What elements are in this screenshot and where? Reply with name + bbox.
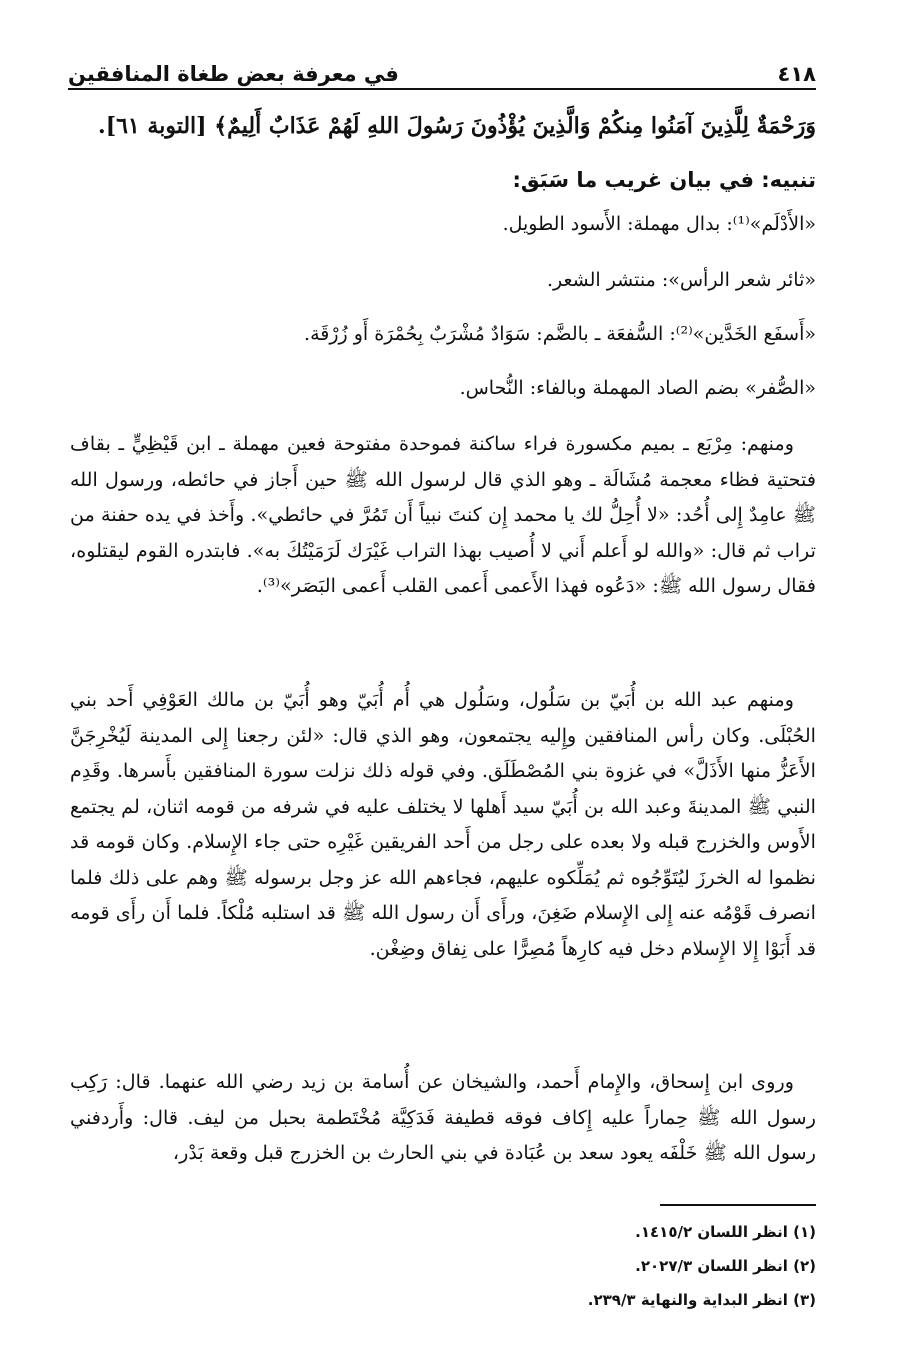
- page-number: ٤١٨: [777, 62, 816, 86]
- header-rule: [68, 88, 816, 90]
- body-paragraph: ومنهم عبد الله بن أُبَيّ بن سَلُول، وسَلُول هي أُم أُبَيّ وهو أُبَيّ بن مالك العَوْفِي أَحد بني الحُبْلَى. وكان رأس المنافقين وإِليه يجتمعون، وهو الذي قال: «لئن رجعنا إِلى المدينة لَيُخْرِجَنَّ الأَعَزُّ منها الأَذَلَّ» في غزوة بني المُصْطَلَق. وفي قوله ذلك نزلت سورة المنافقين بأَسرها. وقَدِم النبي ﷺ المدينةَ وعبد الله بن أُبَيّ سيد أَهلها لا يختلف عليه في شرفه من قومه اثنان، لم يجتمع الأَوس والخزرج قبله ولا بعده على رجل من أَحد الفريقين غَيْرِه حتى جاء الإِسلام. وكان قومه قد نظموا له الخرزَ ليُتَوِّجُوه ثم يُمَلِّكوه عليهم، فجاءهم الله عز وجل برسوله ﷺ وهم على ذلك فلما انصرف قَوْمُه عنه إِلى الإِسلام ضَغِنَ، ورأَى أَن رسول الله ﷺ قد استلبه مُلْكاً. فلما أَن رأَى قومه قد أَبَوْا إِلا الإِسلام دخل فيه كارِهاً مُصِرًّا على نِفاق وضِغْن.: [70, 688, 816, 960]
- gloss-item: «أَسفَع الخَدَّين»⁽²⁾: السُّفعَة ـ بالضَّم: سَوَادٌ مُشْرَبٌ بِحُمْرَة أَو زُرْقَة.: [304, 323, 816, 345]
- footnote: (٢) انظر اللسان ٢٠٢٧/٣.: [635, 1257, 816, 1275]
- page-header: [68, 48, 816, 86]
- gloss-item: «ثائر شعر الرأس»: منتشر الشعر.: [546, 269, 816, 291]
- note-heading: تنبيه: في بيان غريب ما سَبَق:: [512, 168, 816, 192]
- footnote: (١) انظر اللسان ١٤١٥/٢.: [635, 1223, 816, 1241]
- footnote: (٣) انظر البداية والنهاية ٢٣٩/٣.: [587, 1291, 816, 1309]
- footnotes: [70, 1215, 816, 1317]
- body-paragraph: ومنهم: مِرْبَع ـ بميم مكسورة فراء ساكنة فموحدة مفتوحة فعين مهملة ـ ابن قَيْظِيٍّ ـ بقاف فتحتية فظاء معجمة مُشَالَة ـ وهو الذي قال لرسول الله ﷺ حين أَجاز في حائطه، ورسول الله ﷺ عامِدٌ إِلى أُحُد: «لا أُحِلُّ لك يا محمد إِن كنتَ نبياً أَن تَمُرَّ في حائطي». وأَخذ في يده حفنة من تراب ثم قال: «والله لو أَعلم أَني لا أُصيب بهذا التراب غَيْرَك لَرَمَيْتُكَ به». فابتدره القوم ليقتلوه، فقال رسول الله ﷺ: «دَعُوه فهذا الأَعمى أَعمى القلب أَعمى البَصَر»⁽³⁾.: [70, 432, 816, 597]
- gloss-item: «الصُّفر» بضم الصاد المهملة وبالفاء: النُّحاس.: [459, 377, 816, 399]
- gloss-item: «الأَدْلَم»⁽¹⁾: بدال مهملة: الأَسود الطويل.: [502, 213, 816, 235]
- body-paragraph: وروى ابن إِسحاق، والإِمام أَحمد، والشيخان عن أُسامة بن زيد رضي الله عنهما. قال: رَكِب رسول الله ﷺ حِماراً عليه إِكاف فوقه قطيفة فَدَكِيَّة مُخْتَطمة بحبل من ليف. قال: وأَردفني رسول الله ﷺ خَلْفَه يعود سعد بن عُبَادة في بني الحارث بن الخزرج قبل وقعة بَدْر،: [70, 1070, 816, 1164]
- running-title: في معرفة بعض طغاة المنافقين: [68, 62, 399, 86]
- quran-verse: وَرَحْمَةٌ لِلَّذِينَ آمَنُوا مِنكُمْ وَالَّذِينَ يُؤْذُونَ رَسُولَ اللهِ لَهُمْ عَذَابٌ أَلِيمٌ﴾ [التوبة ٦١].: [98, 113, 816, 139]
- footnote-rule: [660, 1204, 816, 1206]
